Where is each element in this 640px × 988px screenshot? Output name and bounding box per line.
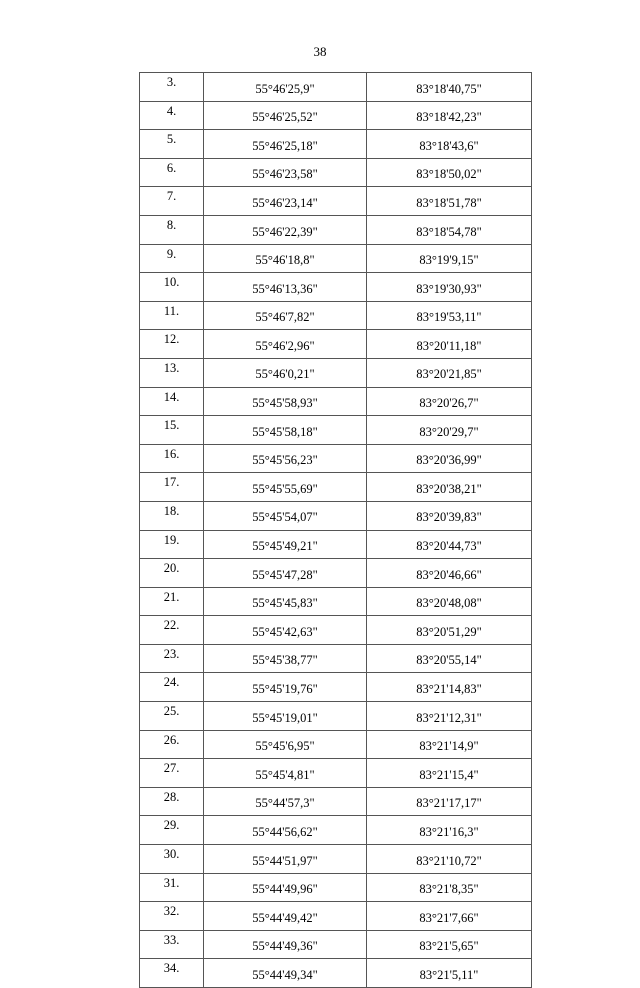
latitude-cell: 55°46'22,39" [204,215,367,244]
latitude-cell: 55°45'19,76" [204,673,367,702]
table-row [140,501,532,530]
longitude-cell: 83°21'7,66" [367,902,532,931]
point-number-cell: 10. [140,273,204,302]
longitude-cell: 83°21'5,11" [367,959,532,988]
latitude-cell: 55°45'4,81" [204,759,367,788]
table-row [140,130,532,159]
latitude-cell: 55°45'47,28" [204,559,367,588]
point-number-cell: 28. [140,787,204,816]
longitude-cell: 83°20'21,85" [367,358,532,387]
table-row [140,787,532,816]
point-number-cell: 15. [140,416,204,445]
point-number-cell: 27. [140,759,204,788]
longitude-cell: 83°20'29,7" [367,416,532,445]
point-number-cell: 13. [140,358,204,387]
point-number-cell: 34. [140,959,204,988]
longitude-cell: 83°21'15,4" [367,759,532,788]
point-number-cell: 25. [140,702,204,731]
latitude-cell: 55°44'51,97" [204,845,367,874]
table-row [140,902,532,931]
table-row [140,416,532,445]
table-row [140,702,532,731]
longitude-cell: 83°20'11,18" [367,330,532,359]
point-number-cell: 16. [140,444,204,473]
longitude-cell: 83°20'26,7" [367,387,532,416]
point-number-cell: 31. [140,873,204,902]
latitude-cell: 55°46'0,21" [204,358,367,387]
longitude-cell: 83°21'10,72" [367,845,532,874]
table-row [140,587,532,616]
table-row [140,816,532,845]
latitude-cell: 55°46'13,36" [204,273,367,302]
longitude-cell: 83°20'39,83" [367,501,532,530]
point-number-cell: 32. [140,902,204,931]
latitude-cell: 55°44'49,42" [204,902,367,931]
longitude-cell: 83°21'12,31" [367,702,532,731]
table-row [140,73,532,102]
latitude-cell: 55°45'56,23" [204,444,367,473]
point-number-cell: 20. [140,559,204,588]
table-row [140,301,532,330]
longitude-cell: 83°20'44,73" [367,530,532,559]
latitude-cell: 55°44'49,96" [204,873,367,902]
longitude-cell: 83°20'38,21" [367,473,532,502]
latitude-cell: 55°44'57,3" [204,787,367,816]
point-number-cell: 6. [140,158,204,187]
latitude-cell: 55°45'42,63" [204,616,367,645]
longitude-cell: 83°18'42,23" [367,101,532,130]
table-row [140,559,532,588]
coordinates-table [139,72,532,988]
latitude-cell: 55°45'19,01" [204,702,367,731]
latitude-cell: 55°45'49,21" [204,530,367,559]
table-row [140,644,532,673]
table-row [140,358,532,387]
longitude-cell: 83°18'51,78" [367,187,532,216]
latitude-cell: 55°45'38,77" [204,644,367,673]
table-row [140,387,532,416]
latitude-cell: 55°46'18,8" [204,244,367,273]
longitude-cell: 83°19'30,93" [367,273,532,302]
point-number-cell: 21. [140,587,204,616]
point-number-cell: 19. [140,530,204,559]
latitude-cell: 55°44'49,34" [204,959,367,988]
latitude-cell: 55°45'54,07" [204,501,367,530]
point-number-cell: 12. [140,330,204,359]
longitude-cell: 83°20'46,66" [367,559,532,588]
latitude-cell: 55°46'23,14" [204,187,367,216]
latitude-cell: 55°46'2,96" [204,330,367,359]
point-number-cell: 4. [140,101,204,130]
latitude-cell: 55°45'58,93" [204,387,367,416]
latitude-cell: 55°46'25,18" [204,130,367,159]
longitude-cell: 83°20'36,99" [367,444,532,473]
longitude-cell: 83°21'16,3" [367,816,532,845]
table-row [140,444,532,473]
latitude-cell: 55°45'45,83" [204,587,367,616]
latitude-cell: 55°45'6,95" [204,730,367,759]
latitude-cell: 55°45'58,18" [204,416,367,445]
point-number-cell: 8. [140,215,204,244]
point-number-cell: 23. [140,644,204,673]
longitude-cell: 83°18'40,75" [367,73,532,102]
point-number-cell: 30. [140,845,204,874]
longitude-cell: 83°18'54,78" [367,215,532,244]
table-row [140,759,532,788]
point-number-cell: 14. [140,387,204,416]
table-row [140,673,532,702]
point-number-cell: 3. [140,73,204,102]
page-number: 38 [313,44,327,59]
longitude-cell: 83°20'55,14" [367,644,532,673]
latitude-cell: 55°46'23,58" [204,158,367,187]
point-number-cell: 29. [140,816,204,845]
table-row [140,215,532,244]
table-row [140,616,532,645]
point-number-cell: 17. [140,473,204,502]
latitude-cell: 55°45'55,69" [204,473,367,502]
table-row [140,530,532,559]
table-row [140,187,532,216]
table-row [140,473,532,502]
table-row [140,873,532,902]
longitude-cell: 83°20'48,08" [367,587,532,616]
longitude-cell: 83°19'53,11" [367,301,532,330]
longitude-cell: 83°20'51,29" [367,616,532,645]
longitude-cell: 83°18'43,6" [367,130,532,159]
longitude-cell: 83°21'14,9" [367,730,532,759]
point-number-cell: 9. [140,244,204,273]
table-row [140,101,532,130]
table-row [140,273,532,302]
table-row [140,959,532,988]
point-number-cell: 11. [140,301,204,330]
latitude-cell: 55°46'25,52" [204,101,367,130]
longitude-cell: 83°21'5,65" [367,930,532,959]
point-number-cell: 7. [140,187,204,216]
coordinates-table-body [140,73,532,988]
table-row [140,930,532,959]
table-row [140,845,532,874]
longitude-cell: 83°21'14,83" [367,673,532,702]
latitude-cell: 55°46'7,82" [204,301,367,330]
point-number-cell: 22. [140,616,204,645]
latitude-cell: 55°46'25,9" [204,73,367,102]
table-row [140,244,532,273]
point-number-cell: 26. [140,730,204,759]
longitude-cell: 83°21'17,17" [367,787,532,816]
point-number-cell: 18. [140,501,204,530]
table-row [140,730,532,759]
point-number-cell: 5. [140,130,204,159]
point-number-cell: 24. [140,673,204,702]
longitude-cell: 83°18'50,02" [367,158,532,187]
latitude-cell: 55°44'56,62" [204,816,367,845]
table-row [140,330,532,359]
longitude-cell: 83°19'9,15" [367,244,532,273]
point-number-cell: 33. [140,930,204,959]
table-row [140,158,532,187]
latitude-cell: 55°44'49,36" [204,930,367,959]
longitude-cell: 83°21'8,35" [367,873,532,902]
